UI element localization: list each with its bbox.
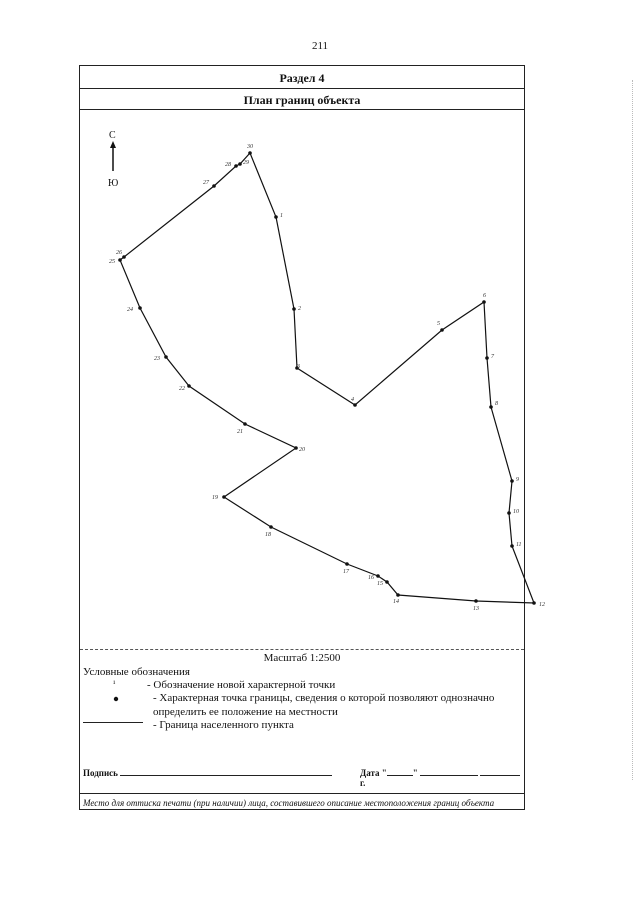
point-label: 18: [265, 532, 271, 538]
boundary-point: [164, 355, 168, 359]
scale-label: Масштаб 1:2500: [263, 652, 341, 664]
boundary-point: [122, 255, 126, 259]
point-label: 8: [495, 401, 498, 407]
section-title: Раздел 4: [279, 71, 325, 85]
boundary-point: [212, 184, 216, 188]
point-label: 21: [237, 429, 243, 435]
boundary-point: [238, 162, 242, 166]
boundary-point: [440, 328, 444, 332]
legend-title: Условные обозначения: [83, 666, 190, 678]
compass-icon: [108, 130, 118, 189]
boundary-point: [243, 422, 247, 426]
point-label: 20: [299, 447, 305, 453]
boundary-point: [234, 164, 238, 168]
point-label: 19: [212, 495, 218, 501]
boundary-point: [187, 384, 191, 388]
boundary-point: [396, 593, 400, 597]
legend-boundary-line: - Граница населенного пункта: [153, 719, 294, 731]
point-label: 9: [516, 477, 519, 483]
point-label: 24: [127, 307, 133, 313]
boundary-point: [474, 599, 478, 603]
point-label: 14: [393, 599, 399, 605]
boundary-points: [109, 144, 545, 612]
boundary-point: [489, 405, 493, 409]
stamp-footnote: Место для оттиска печати (при наличии) лица, составившего описание местоположения границ объекта: [83, 798, 495, 808]
settlement-boundary: [120, 153, 534, 603]
point-label: 13: [473, 606, 479, 612]
boundary-point: [482, 300, 486, 304]
boundary-point: [274, 215, 278, 219]
boundary-point: [376, 574, 380, 578]
point-label: 2: [298, 306, 301, 312]
point-label: 7: [491, 354, 494, 360]
point-label: 22: [179, 386, 185, 392]
boundary-point: [222, 495, 226, 499]
point-label: 3: [297, 364, 300, 370]
boundary-point: [294, 446, 298, 450]
point-label: 17: [343, 569, 349, 575]
boundary-point: [248, 151, 252, 155]
date-label: Дата: [360, 768, 380, 778]
point-label: 12: [539, 602, 545, 608]
new-point-symbol: ¹: [113, 679, 116, 688]
boundary-point: [507, 511, 511, 515]
point-label: 4: [351, 397, 354, 403]
boundary-point: [532, 601, 536, 605]
boundary-point: [118, 258, 122, 262]
point-label: 27: [203, 180, 209, 186]
boundary-point: [510, 479, 514, 483]
point-label: 5: [437, 321, 440, 327]
legend-char-point: - Характерная точка границы, сведения о которой позволяют однозначно: [153, 692, 495, 704]
year-suffix: г.: [360, 778, 366, 788]
boundary-point: [138, 306, 142, 310]
point-label: 11: [516, 542, 522, 548]
boundary-point: [353, 403, 357, 407]
point-label: 28: [225, 162, 231, 168]
page-number: 211: [311, 40, 329, 52]
boundary-point: [385, 580, 389, 584]
date-quote: ": [381, 768, 387, 778]
boundary-point: [345, 562, 349, 566]
point-label: 6: [483, 293, 486, 299]
point-label: 25: [109, 259, 115, 265]
date-quote: ": [412, 768, 418, 778]
legend-new-point: - Обозначение новой характерной точки: [147, 679, 336, 691]
point-label: 15: [377, 581, 383, 587]
legend-char-point-cont: определить ее положение на местности: [153, 706, 338, 718]
point-label: 16: [368, 575, 374, 581]
compass-north: С: [109, 130, 116, 141]
scan-edge: [632, 80, 634, 780]
signature-label: Подпись: [83, 768, 118, 778]
plan-title: План границ объекта: [243, 93, 361, 107]
boundary-point: [485, 356, 489, 360]
point-label: 26: [116, 250, 122, 256]
point-label: 30: [247, 144, 253, 150]
point-label: 1: [280, 213, 283, 219]
boundary-point: [510, 544, 514, 548]
compass-south: Ю: [108, 178, 119, 189]
boundary-point: [269, 525, 273, 529]
point-label: 23: [154, 356, 160, 362]
boundary-point: [292, 307, 296, 311]
point-label: 10: [513, 509, 519, 515]
point-label: 29: [243, 160, 249, 166]
